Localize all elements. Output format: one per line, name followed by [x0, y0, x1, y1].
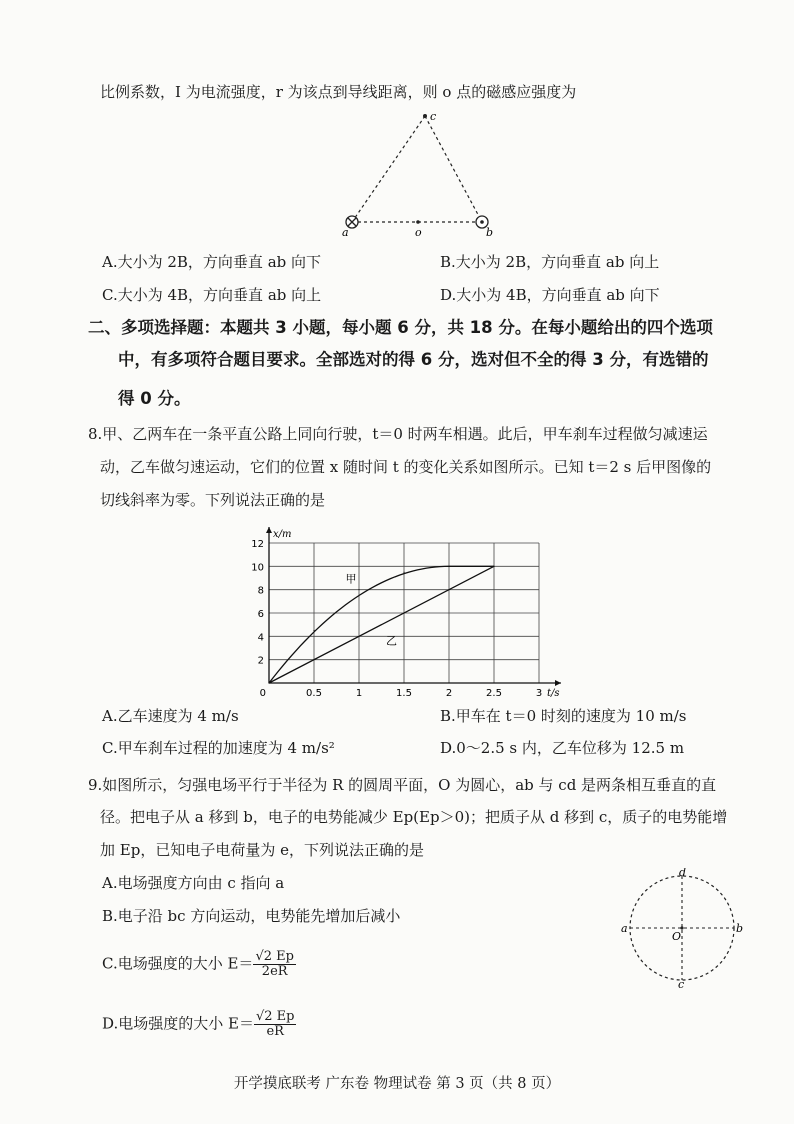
chart-labels [273, 529, 560, 698]
tick-label-x: 2 [445, 688, 453, 698]
q8-stem-line1: 8.甲、乙两车在一条平直公路上同向行驶，t＝0 时两车相遇。此后，甲车刹车过程做匀减速运 [88, 425, 708, 443]
tick-label-x: 0.5 [306, 688, 322, 698]
label-c: c [430, 110, 437, 123]
chart-series [268, 566, 494, 684]
label-c2: c [678, 978, 685, 988]
tick-label-y: 8 [257, 585, 264, 597]
q9-option-c[interactable] [102, 950, 296, 979]
section2-heading-line1: 二、多项选择题：本题共 3 小题，每小题 6 分，共 18 分。在每小题给出的四个选项 [88, 318, 713, 337]
series-jia-label: 甲 [345, 572, 357, 586]
q7-option-a[interactable]: A.大小为 2B，方向垂直 ab 向下 [102, 253, 322, 271]
q8-option-b[interactable]: B.甲车在 t＝0 时刻的速度为 10 m/s [440, 707, 687, 725]
x-axis-arrow [555, 680, 561, 686]
series-jia-point [403, 572, 404, 573]
tick-label-x: 3 [535, 688, 543, 698]
series-yi-point [268, 682, 269, 683]
q8-option-c[interactable]: C.甲车刹车过程的加速度为 4 m/s² [102, 739, 335, 757]
q8-stem-line2: 动，乙车做匀速运动，它们的位置 x 随时间 t 的变化关系如图所示。已知 t＝2 s 后甲图像的 [100, 458, 712, 476]
label-b2: b [736, 922, 744, 935]
series-yi-line [269, 566, 494, 683]
q9-option-c-fraction: $\frac{√2 Ep}{2eR}$ [255, 949, 294, 979]
y-axis-label: x/m [273, 529, 292, 540]
series-yi-label: 乙 [386, 634, 397, 648]
point-c [423, 114, 427, 118]
q7-option-d[interactable]: D.大小为 4B，方向垂直 ab 向下 [440, 286, 660, 304]
label-d: d [679, 868, 687, 879]
section2-heading-line2: 中，有多项符合题目要求。全部选对的得 6 分，选对但不全的得 3 分，有选错的 [118, 350, 709, 369]
q9-option-d-fraction: $\frac{√2 Ep}{eR}$ [255, 1009, 295, 1039]
q9-option-a[interactable]: A.电场强度方向由 c 指向 a [102, 874, 285, 892]
section2-heading-line3: 得 0 分。 [118, 389, 191, 408]
q7-triangle-figure [330, 108, 510, 240]
q7-option-b[interactable]: B.大小为 2B，方向垂直 ab 向上 [440, 253, 660, 271]
page-footer: 开学摸底联考 广东卷 物理试卷 第 3 页（共 8 页） [233, 1076, 561, 1092]
series-jia-point [358, 589, 359, 590]
label-a: a [342, 226, 349, 239]
q7-stem-text: 比例系数，I 为电流强度，r 为该点到导线距离，则 o 点的磁感应强度为 [100, 83, 577, 101]
series-jia-point [313, 630, 314, 631]
q7-option-c[interactable]: C.大小为 4B，方向垂直 ab 向上 [102, 286, 322, 304]
label-O: O [672, 930, 682, 943]
tick-label-y: 10 [251, 562, 264, 574]
tick-label-y: 4 [257, 632, 264, 644]
label-o: o [415, 226, 422, 239]
q9-option-c-prefix: C.电场强度的大小 E＝ [102, 954, 254, 973]
tick-label-x: 2.5 [486, 688, 502, 698]
series-jia-point [448, 566, 449, 567]
q8-option-d[interactable]: D.0～2.5 s 内，乙车位移为 12.5 m [440, 739, 685, 757]
q9-circle-figure [620, 868, 750, 988]
tick-label-y: 6 [257, 609, 264, 620]
chart-ticks [251, 539, 542, 698]
tick-label-x: 1.5 [396, 688, 412, 698]
q8-option-a[interactable]: A.乙车速度为 4 m/s [102, 707, 239, 725]
q9-option-d-prefix: D.电场强度的大小 E＝ [102, 1014, 254, 1033]
y-axis-arrow [266, 527, 272, 533]
q8-xt-chart [244, 518, 594, 698]
q9-stem-line2: 径。把电子从 a 移到 b，电子的电势能减少 Ep(Ep＞0)；把质子从 d 移到 c，质子的电势能增 [100, 808, 728, 826]
tick-label-y: 12 [251, 539, 264, 550]
tick-label-x: 1 [355, 688, 363, 698]
series-yi-point [493, 566, 494, 567]
tick-label-y: 2 [257, 655, 264, 667]
q8-stem-line3: 切线斜率为零。下列说法正确的是 [100, 491, 326, 509]
q9-stem-line3: 加 Ep，已知电子电荷量为 e，下列说法正确的是 [100, 841, 424, 859]
x-axis-label: t/s [547, 688, 560, 698]
point-o [416, 220, 420, 224]
tick-label-x: 0 [259, 688, 266, 698]
q9-option-d[interactable] [102, 1010, 296, 1039]
label-b: b [486, 226, 494, 239]
label-a2: a [621, 922, 628, 935]
q9-option-b[interactable]: B.电子沿 bc 方向运动，电势能先增加后减小 [102, 907, 401, 925]
q9-stem-line1: 9.如图所示，匀强电场平行于半径为 R 的圆周平面，O 为圆心，ab 与 cd 是两条相互垂直的直 [88, 776, 717, 794]
